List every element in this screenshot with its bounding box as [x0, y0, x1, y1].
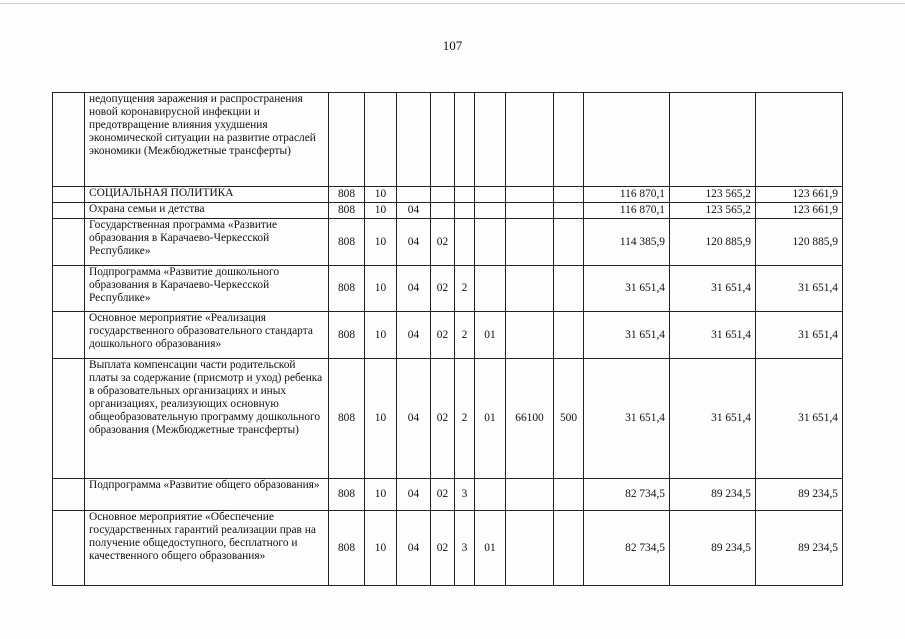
- code-subprogram: 3: [455, 511, 475, 586]
- amount-year-2: 31 651,4: [670, 266, 756, 312]
- code-subprogram: [455, 93, 475, 187]
- code-section: 10: [365, 187, 397, 203]
- code-ministry: 808: [329, 266, 365, 312]
- code-subsection: 04: [397, 511, 431, 586]
- code-event: [475, 93, 506, 187]
- code-ministry: 808: [329, 203, 365, 219]
- code-direction: [506, 219, 554, 266]
- budget-table: [52, 92, 843, 586]
- code-expense-type: [554, 93, 584, 187]
- code-program: [431, 203, 455, 219]
- code-ministry: 808: [329, 479, 365, 511]
- row-name: Подпрограмма «Развитие дошкольного образования в Карачаево-Черкесской Республике»: [85, 266, 329, 312]
- amount-year-3: 31 651,4: [756, 359, 843, 479]
- table-row: [53, 359, 843, 479]
- amount-year-1: [584, 93, 670, 187]
- code-program: 02: [431, 511, 455, 586]
- row-margin-cell: [53, 511, 85, 586]
- code-subsection: [397, 93, 431, 187]
- amount-year-1: 82 734,5: [584, 511, 670, 586]
- amount-year-3: 89 234,5: [756, 511, 843, 586]
- amount-year-3: 31 651,4: [756, 266, 843, 312]
- row-name: Государственная программа «Развитие образования в Карачаево-Черкесской Республике»: [85, 219, 329, 266]
- amount-year-2: 123 565,2: [670, 187, 756, 203]
- row-name: Основное мероприятие «Обеспечение государственных гарантий реализации прав на получение общедоступного, бесплатного и качественного общего образования»: [85, 511, 329, 586]
- row-name: недопущения заражения и распространения новой коронавирусной инфекции и предотвращение влияния ухудшения экономической ситуации на развитие отраслей экономики (Межбюджетные трансферты): [85, 93, 329, 187]
- amount-year-3: 123 661,9: [756, 187, 843, 203]
- code-program: 02: [431, 266, 455, 312]
- code-subprogram: 2: [455, 312, 475, 359]
- code-expense-type: [554, 266, 584, 312]
- table-row: [53, 266, 843, 312]
- code-subsection: 04: [397, 312, 431, 359]
- row-name: СОЦИАЛЬНАЯ ПОЛИТИКА: [85, 187, 329, 203]
- code-ministry: 808: [329, 219, 365, 266]
- code-subprogram: 3: [455, 479, 475, 511]
- table-row: [53, 511, 843, 586]
- amount-year-1: 31 651,4: [584, 359, 670, 479]
- table-row: [53, 479, 843, 511]
- code-direction: [506, 479, 554, 511]
- code-expense-type: [554, 511, 584, 586]
- code-subprogram: [455, 219, 475, 266]
- code-expense-type: [554, 219, 584, 266]
- code-event: [475, 266, 506, 312]
- amount-year-1: 114 385,9: [584, 219, 670, 266]
- code-subsection: 04: [397, 219, 431, 266]
- amount-year-2: 31 651,4: [670, 359, 756, 479]
- code-expense-type: 500: [554, 359, 584, 479]
- code-expense-type: [554, 479, 584, 511]
- code-program: [431, 93, 455, 187]
- code-direction: [506, 187, 554, 203]
- row-name: Подпрограмма «Развитие общего образования»: [85, 479, 329, 511]
- amount-year-2: [670, 93, 756, 187]
- code-program: 02: [431, 479, 455, 511]
- amount-year-3: 123 661,9: [756, 203, 843, 219]
- code-program: 02: [431, 312, 455, 359]
- table-row: [53, 203, 843, 219]
- code-direction: [506, 511, 554, 586]
- code-program: 02: [431, 359, 455, 479]
- code-section: 10: [365, 203, 397, 219]
- code-subprogram: [455, 187, 475, 203]
- code-section: [365, 93, 397, 187]
- code-subsection: 04: [397, 203, 431, 219]
- table-row: [53, 187, 843, 203]
- code-expense-type: [554, 187, 584, 203]
- row-margin-cell: [53, 479, 85, 511]
- code-subprogram: 2: [455, 266, 475, 312]
- amount-year-1: 31 651,4: [584, 312, 670, 359]
- code-subsection: [397, 187, 431, 203]
- code-direction: 66100: [506, 359, 554, 479]
- code-event: [475, 479, 506, 511]
- row-margin-cell: [53, 203, 85, 219]
- row-name: Основное мероприятие «Реализация государственного образовательного стандарта дошкольного образования»: [85, 312, 329, 359]
- code-subprogram: 2: [455, 359, 475, 479]
- code-expense-type: [554, 203, 584, 219]
- code-ministry: [329, 93, 365, 187]
- row-margin-cell: [53, 93, 85, 187]
- amount-year-3: 31 651,4: [756, 312, 843, 359]
- amount-year-2: 120 885,9: [670, 219, 756, 266]
- code-event: [475, 187, 506, 203]
- page-number: 107: [442, 38, 463, 53]
- row-margin-cell: [53, 359, 85, 479]
- code-section: 10: [365, 219, 397, 266]
- code-ministry: 808: [329, 511, 365, 586]
- code-expense-type: [554, 312, 584, 359]
- code-direction: [506, 93, 554, 187]
- amount-year-1: 116 870,1: [584, 203, 670, 219]
- code-direction: [506, 266, 554, 312]
- row-name: Охрана семьи и детства: [85, 203, 329, 219]
- code-section: 10: [365, 359, 397, 479]
- scan-top-edge: [0, 3, 905, 4]
- amount-year-2: 31 651,4: [670, 312, 756, 359]
- row-name: Выплата компенсации части родительской платы за содержание (присмотр и уход) ребенка в образовательных организациях и иных организациях, реализующих основную общеобразовательную программу дошкольного образования (Межбюджетные трансферты): [85, 359, 329, 479]
- code-section: 10: [365, 266, 397, 312]
- amount-year-1: 31 651,4: [584, 266, 670, 312]
- code-event: 01: [475, 359, 506, 479]
- table-row: [53, 219, 843, 266]
- code-program: 02: [431, 219, 455, 266]
- amount-year-3: [756, 93, 843, 187]
- code-ministry: 808: [329, 312, 365, 359]
- row-margin-cell: [53, 187, 85, 203]
- code-section: 10: [365, 479, 397, 511]
- code-event: 01: [475, 312, 506, 359]
- amount-year-3: 89 234,5: [756, 479, 843, 511]
- code-subprogram: [455, 203, 475, 219]
- code-event: [475, 219, 506, 266]
- code-event: 01: [475, 511, 506, 586]
- code-ministry: 808: [329, 187, 365, 203]
- amount-year-3: 120 885,9: [756, 219, 843, 266]
- amount-year-1: 82 734,5: [584, 479, 670, 511]
- row-margin-cell: [53, 219, 85, 266]
- code-section: 10: [365, 511, 397, 586]
- code-program: [431, 187, 455, 203]
- code-direction: [506, 203, 554, 219]
- code-subsection: 04: [397, 266, 431, 312]
- row-margin-cell: [53, 266, 85, 312]
- code-ministry: 808: [329, 359, 365, 479]
- code-subsection: 04: [397, 359, 431, 479]
- row-margin-cell: [53, 312, 85, 359]
- table-row: [53, 312, 843, 359]
- amount-year-2: 123 565,2: [670, 203, 756, 219]
- code-subsection: 04: [397, 479, 431, 511]
- amount-year-2: 89 234,5: [670, 479, 756, 511]
- code-direction: [506, 312, 554, 359]
- amount-year-1: 116 870,1: [584, 187, 670, 203]
- code-section: 10: [365, 312, 397, 359]
- table-row: [53, 93, 843, 187]
- amount-year-2: 89 234,5: [670, 511, 756, 586]
- code-event: [475, 203, 506, 219]
